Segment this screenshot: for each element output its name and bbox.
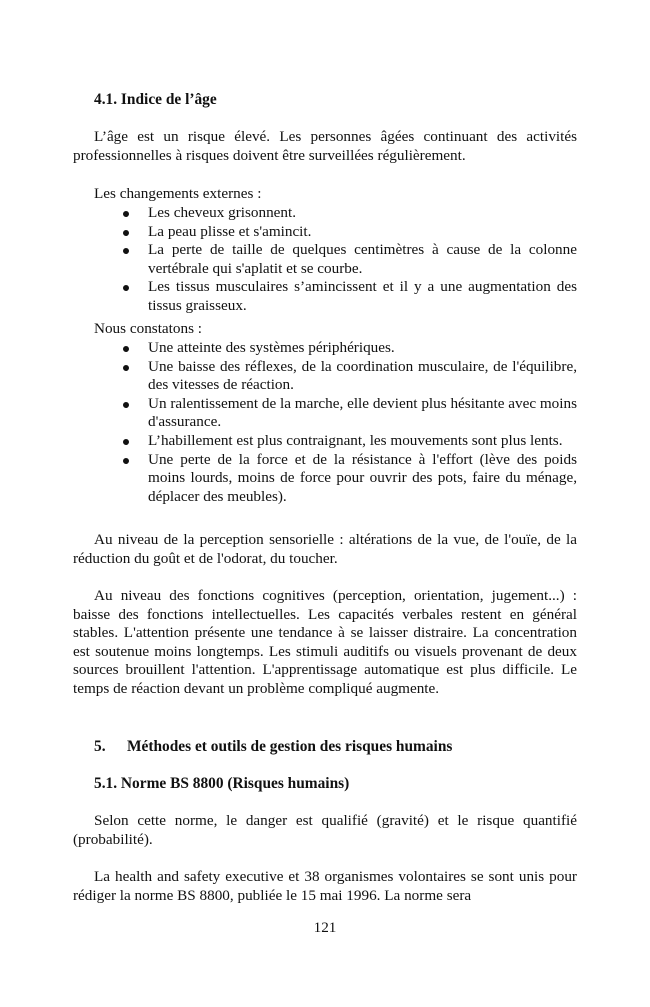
list-item (73, 223, 577, 242)
list-item-text: Les cheveux grisonnent. (148, 204, 297, 221)
list-item (73, 451, 577, 507)
external-changes-label: Les changements externes : (94, 185, 262, 202)
heading-text: Méthodes et outils de gestion des risques humains (127, 738, 453, 755)
heading-4-1: 4.1. Indice de l’âge (94, 91, 217, 108)
bullet-icon (123, 365, 129, 371)
list-item-text: Une perte de la force et de la résistance à l'effort (lève des poids moins lourds, moins de force pour ouvrir des pots, faire du ménage, déplacer des meubles). (148, 450, 577, 505)
bullet-icon (123, 230, 129, 236)
list-item-text: La peau plisse et s'amincit. (148, 222, 312, 240)
paragraph-bs8800-definition (73, 812, 577, 849)
heading-number: 5. (94, 738, 106, 755)
findings-label: Nous constatons : (94, 320, 202, 337)
heading-5-1: 5.1. Norme BS 8800 (Risques humains) (94, 775, 350, 792)
list-item-text: Une atteinte des systèmes périphériques. (148, 339, 395, 356)
paragraph-age-intro (73, 128, 577, 165)
list-item (73, 204, 577, 223)
list-item-text: La perte de taille de quelques centimètres à cause de la colonne vertébrale qui s'aplatit et se courbe. (148, 241, 577, 277)
findings-list (73, 339, 577, 506)
list-item-text: L’habillement est plus contraignant, les mouvements sont plus lents. (148, 431, 563, 449)
bullet-icon (123, 285, 129, 291)
list-item (73, 241, 577, 278)
list-item-text: Un ralentissement de la marche, elle devient plus hésitante avec moins d'assurance. (148, 394, 577, 431)
bullet-icon (123, 248, 129, 254)
list-item (73, 432, 577, 451)
list-item (73, 395, 577, 432)
list-item-text: Une baisse des réflexes, de la coordination musculaire, de l'équilibre, des vitesses de réaction. (148, 357, 577, 394)
bullet-icon (123, 211, 129, 217)
external-changes-list (73, 204, 577, 316)
paragraph-bs8800-history (73, 868, 577, 905)
page-number: 121 (313, 919, 337, 936)
list-item (73, 278, 577, 315)
bullet-icon (123, 402, 129, 408)
paragraph-text: Selon cette norme, le danger est qualifié (gravité) et le risque quantifié (probabilité). (73, 812, 577, 848)
list-item (73, 358, 577, 395)
bullet-icon (123, 346, 129, 352)
list-item (73, 339, 577, 358)
bullet-icon (123, 439, 129, 445)
paragraph-text: La health and safety executive et 38 organismes volontaires se sont unis pour rédiger la norme BS 8800, publiée le 15 mai 1996. La norme sera (73, 868, 577, 904)
paragraph-text: Au niveau des fonctions cognitives (perception, orientation, jugement...) : baisse des fonctions intellectuelles. Les capacités verbales restent en général stables. L'attention présente une tendance à se laisser distraire. La concentration est soutenue moins longtemps. Les stimuli auditifs ou visuels provenant de deux sources brouillent l'attention. L'apprentissage automatique est plus difficile. Le temps de réaction devant un problème compliqué augmente. (73, 587, 577, 697)
list-item-text: Les tissus musculaires s’amincissent et il y a une augmentation des tissus graisseux. (148, 278, 577, 314)
heading-5 (94, 738, 452, 757)
bullet-icon (123, 458, 129, 464)
paragraph-sensory (73, 531, 577, 568)
paragraph-text: L’âge est un risque élevé. Les personnes âgées continuant des activités professionnelles à risques doivent être surveillées régulièrement. (73, 128, 577, 164)
paragraph-cognitive (73, 587, 577, 699)
paragraph-text: Au niveau de la perception sensorielle : altérations de la vue, de l'ouïe, de la réduction du goût et de l'odorat, du toucher. (73, 531, 577, 567)
